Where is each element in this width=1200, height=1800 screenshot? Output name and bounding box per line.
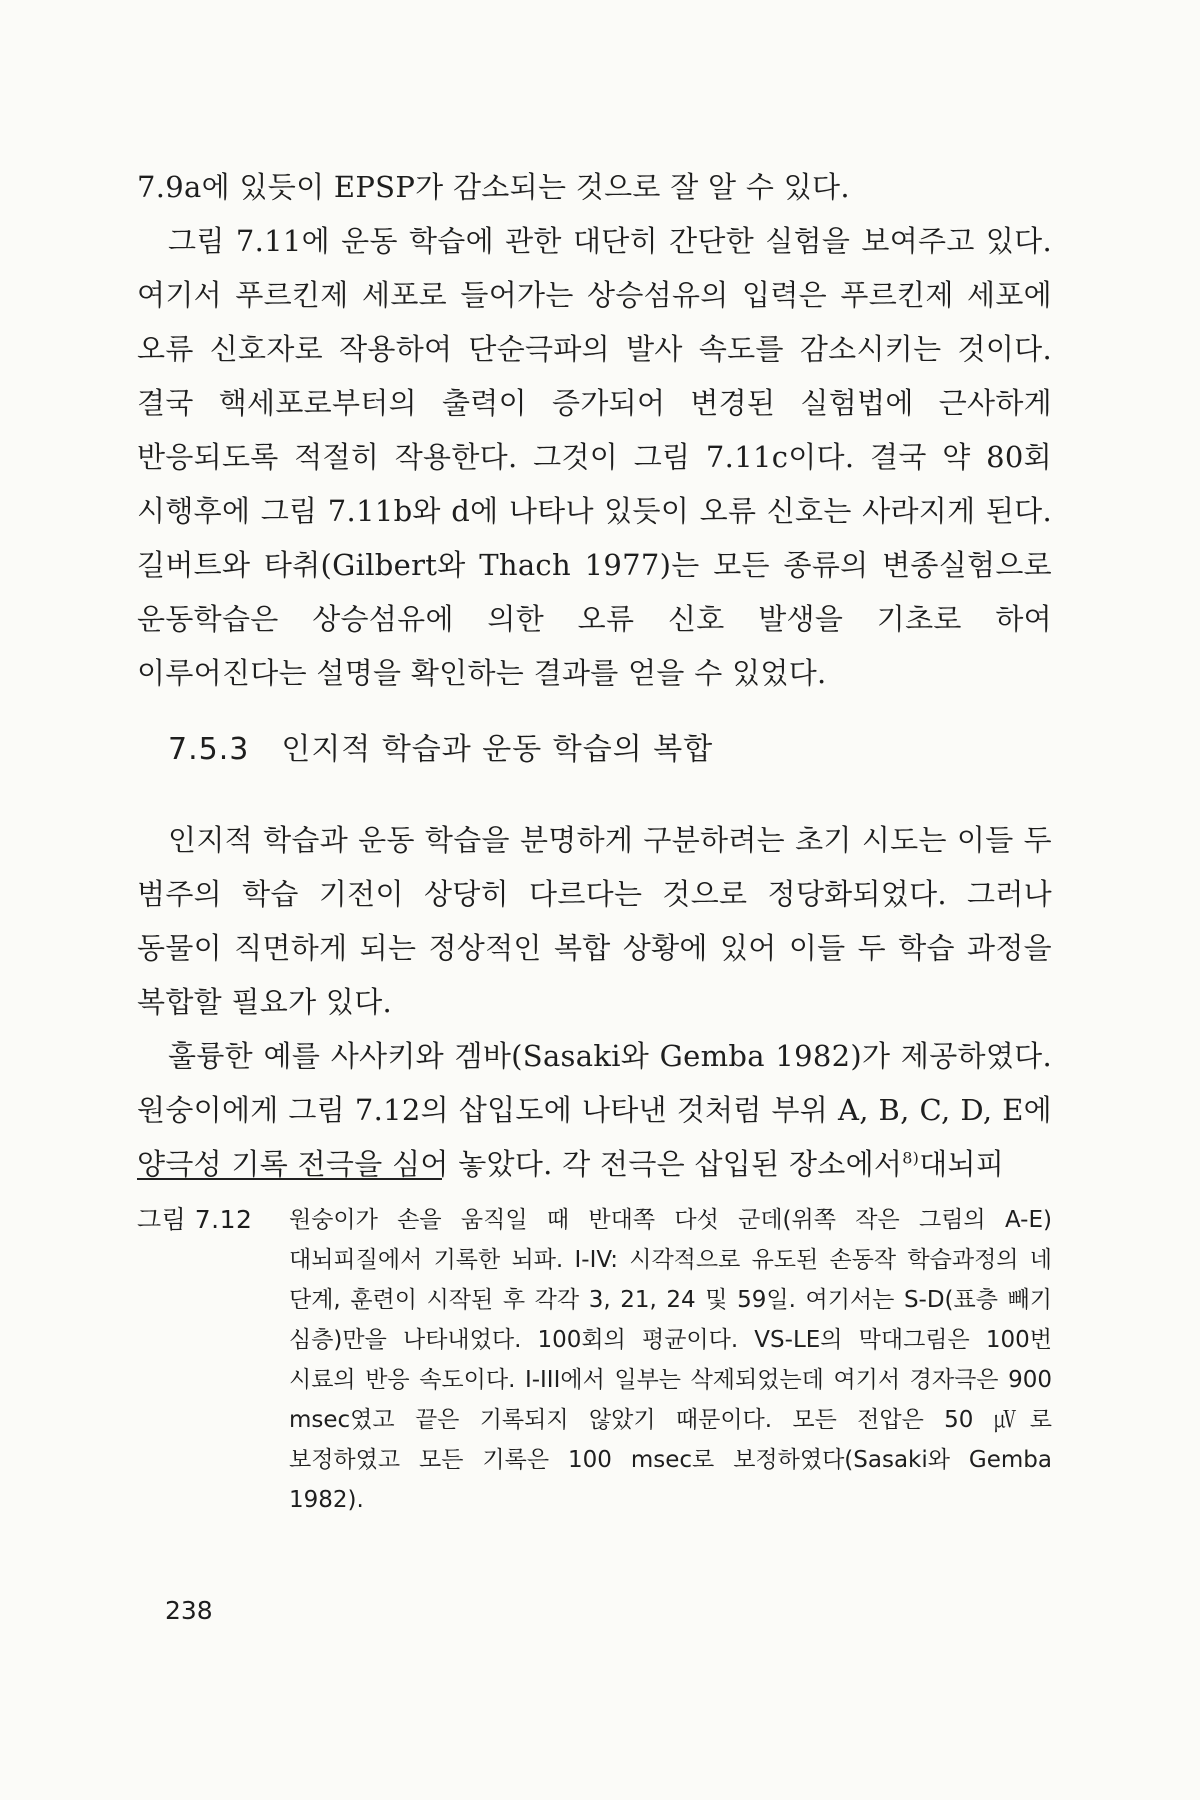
section-title: 인지적 학습과 운동 학습의 복합 [281, 732, 714, 767]
section-number: 7.5.3 [168, 732, 250, 767]
body-text-bottom [137, 813, 1052, 1191]
paragraph-sasaki-example [137, 1029, 1052, 1191]
caption-label: 그림 7.12 [137, 1205, 253, 1234]
paragraph-learning-distinction: 인지적 학습과 운동 학습을 분명하게 구분하려는 초기 시도는 이들 두 범주의 학습 기전이 상당히 다르다는 것으로 정당화되었다. 그러나 동물이 직면하게 되는 정상적인 복합 상황에 있어 이들 두 학습 과정을 복합할 필요가 있다. [137, 823, 1052, 1019]
paragraph-continuation: 7.9a에 있듯이 EPSP가 감소되는 것으로 잘 알 수 있다. [137, 170, 850, 204]
paragraph-sasaki-text: 훌륭한 예를 사사키와 겜바(Sasaki와 Gemba 1982)가 제공하였다. 원숭이에게 그림 7.12의 삽입도에 나타낸 것처럼 부위 A, B, C, D, E에 양극성 기록 전극을 심어 놓았다. 각 전극은 삽입된 장소에서 [137, 1039, 1052, 1181]
paragraph-sasaki-tail: 대뇌피 [919, 1147, 1005, 1181]
paragraph-figure-7-11: 그림 7.11에 운동 학습에 관한 대단히 간단한 실험을 보여주고 있다. 여기서 푸르킨제 세포로 들어가는 상승섬유의 입력은 푸르킨제 세포에 오류 신호자로 작용하여 단순극파의 발사 속도를 감소시키는 것이다. 결국 핵세포로부터의 출력이 증가되어 변경된 실험법에 근사하게 반응되도록 적절히 작용한다. 그것이 그림 7.11c이다. 결국 약 80회 시행후에 그림 7.11b와 d에 나타나 있듯이 오류 신호는 사라지게 된다. 길버트와 타취(Gilbert와 Thach 1977)는 모든 종류의 변종실험으로 운동학습은 상승섬유에 의한 오류 신호 발생을 기초로 하여 이루어진다는 설명을 확인하는 결과를 얻을 수 있었다. [137, 224, 1052, 690]
footnote-marker: 8) [902, 1148, 920, 1168]
caption-divider [137, 1178, 442, 1180]
section-heading [168, 730, 713, 770]
figure-caption [137, 1200, 1052, 1520]
caption-text: 원숭이가 손을 움직일 때 반대쪽 다섯 군데(위쪽 작은 그림의 A-E) 대뇌피질에서 기록한 뇌파. I-IV: 시각적으로 유도된 손동작 학습과정의 네 단계, 훈련이 시작된 후 각각 3, 21, 24 및 59일. 여기서는 S-D(표층 빼기 심층)만을 나타내었다. 100회의 평균이다. VS-LE의 막대그림은 100번 시료의 반응 속도이다. I-III에서 일부는 삭제되었는데 여기서 경자극은 900 msec였고 끝은 기록되지 않았기 때문이다. 모든 전압은 50 ㎶로 보정하였고 모든 기록은 100 msec로 보정하였다(Sasaki와 Gemba 1982). [289, 1207, 1052, 1513]
page-number: 238 [165, 1596, 213, 1625]
body-text-top [137, 160, 1052, 700]
